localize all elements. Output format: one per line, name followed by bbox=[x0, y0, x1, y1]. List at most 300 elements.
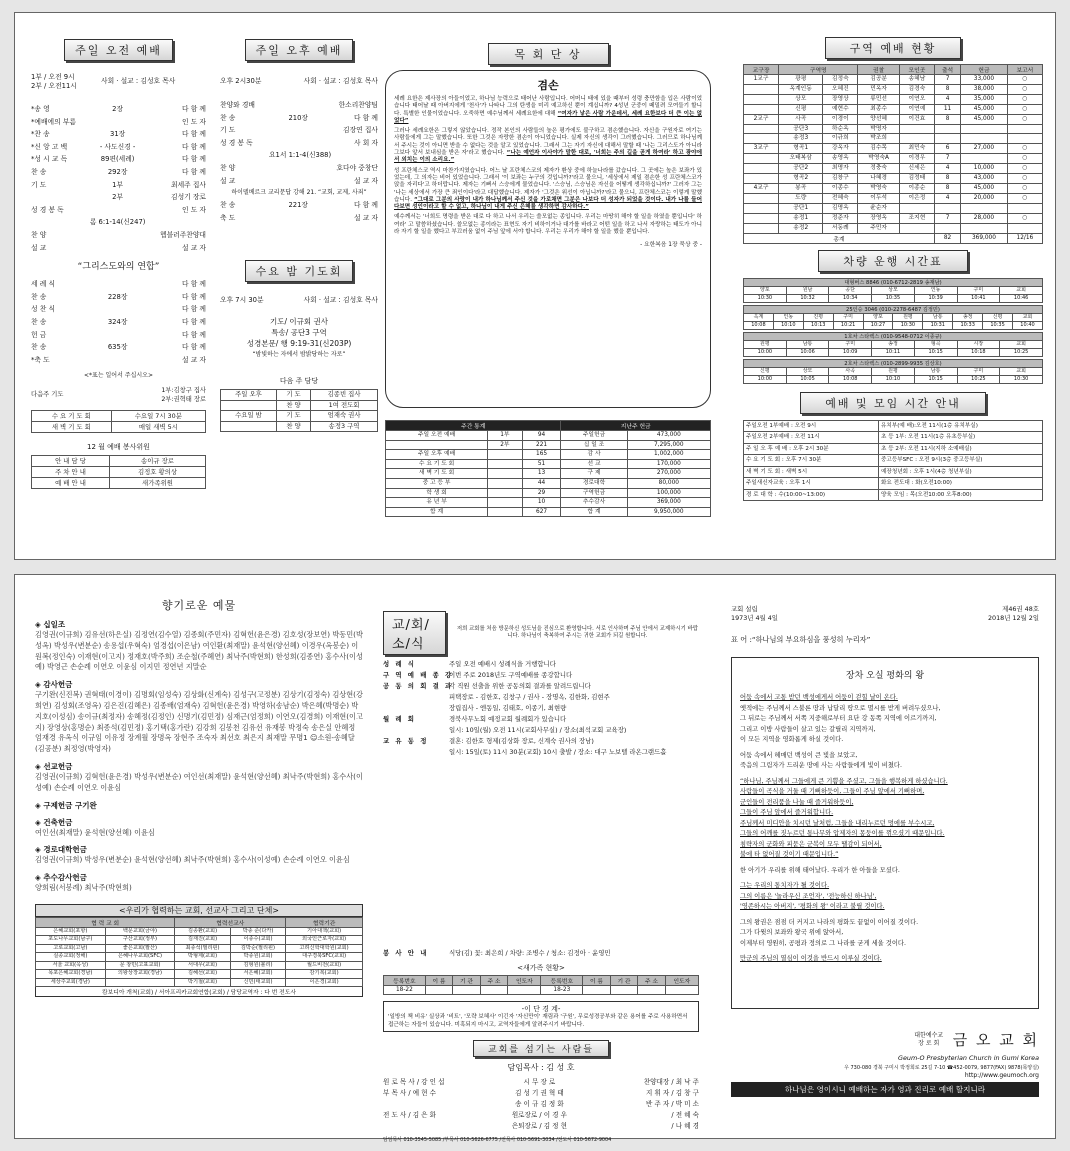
district-cell: 4 bbox=[935, 164, 961, 174]
bus-time: 10:41 bbox=[957, 294, 1000, 302]
news-item-text: 주일 오전 예배시 성례식을 거행합니다 bbox=[449, 660, 556, 668]
new-family-header-cell: 등록번호 bbox=[384, 976, 426, 986]
next-prayer-block bbox=[31, 386, 206, 404]
order-cell: 2장 bbox=[112, 105, 124, 113]
district-title: 구역 예배 현황 bbox=[825, 37, 962, 59]
summary-header-row bbox=[386, 421, 711, 431]
devotion-paragraph-3: 성 프란체스코 역시 마찬가지였습니다. 어느 날 프란체스코의 제자가 환상 중에 하늘나라를 갔습니다. 그 곳에는 높은 보좌가 있었는데, 그 의자는 비어 있었습니다. 그래서 '이 보좌는 누구의 것입니까?'라고 물으니, '세상에서 제일 겸손한 성 프란체스코가 앉을 자리다'고 하더랍니다. 제자는 기뻐서 스승에게 물었습니다. '스승님, 스승님은 자신을 어떻게 생각하십니까?' 그러자 그는 '나는 세상에서 가장 큰 죄인이다'라고 대답했습니다. 제자가 '그것은 위선이 아닙니까?'라고 물으니, 프란체스코는 이렇게 말했습니다. “그대로 그분의 사랑이 내가 하나님께서 주신 것을 가로채면 그분은 나보다 더 성자가 되었을 것이다. 내가 나를 들어다보면 성인이라고 할 수 없고, 하나님이 내게 주신 은혜를 생각하면 감사하다.” bbox=[394, 167, 702, 211]
staff-phones: 담임목사 010-3545-5085 /부목사 010-5626-6775 /전목사 010-5691-3034 /전도사 010-5672-9004 bbox=[383, 1137, 612, 1143]
order-cell: 324장 bbox=[107, 317, 128, 326]
summary-cell bbox=[488, 459, 523, 469]
order-cell: *신 앙 고 백 bbox=[31, 142, 68, 151]
devotion-subtitle: 겸손 bbox=[537, 79, 559, 92]
district-cell: 8 bbox=[935, 183, 961, 193]
table-row bbox=[32, 411, 206, 422]
district-cell bbox=[744, 203, 779, 213]
founded-date: 1973년 4월 4일 bbox=[731, 614, 778, 622]
news-item bbox=[383, 681, 699, 692]
partners-cell: 대구경북SFC(교회) bbox=[286, 953, 363, 962]
table-cell: 새 벽 기 도 회 bbox=[32, 422, 112, 433]
bus-time: 10:33 bbox=[953, 321, 983, 329]
summary-cell: 627 bbox=[522, 507, 561, 517]
order-cell bbox=[31, 191, 85, 204]
order-cell: 성 찬 식 bbox=[31, 305, 56, 314]
new-family-header bbox=[384, 976, 699, 986]
bus-time: 10:00 bbox=[744, 348, 787, 356]
news-item-label: 공 동 의 회 결 과 bbox=[383, 682, 454, 690]
partners-cell: 포도나무교회(남구) bbox=[36, 936, 106, 945]
poem-line: 한 아기가 우리를 위해 태어났다. 우리가 한 아들을 모셨다. bbox=[740, 866, 900, 874]
partners-cell: 이은경(교회) bbox=[286, 978, 363, 987]
order-cell: *송 영 bbox=[31, 105, 50, 113]
district-cell: 4 bbox=[935, 193, 961, 203]
bus-time: 10:46 bbox=[1000, 294, 1043, 302]
district-cell: 형곡1 bbox=[779, 144, 823, 154]
bus-stops-row bbox=[744, 367, 1043, 375]
offering-section-title: ◈ 감사헌금 bbox=[35, 680, 73, 690]
new-family-cell bbox=[453, 986, 481, 995]
district-header-cell: 구역명 bbox=[779, 65, 858, 75]
poem-line: 그는 우리의 통치자가 될 것이다. bbox=[740, 882, 830, 889]
offering-section-names: 김영권(이규희) 박성우(변분순) 윤석현(양선혜) 최낙주(박현희) 홍수사(이성예) 손순례 이연오 이윤심 bbox=[35, 855, 350, 865]
servant-cell bbox=[383, 1099, 481, 1110]
district-cell bbox=[744, 223, 779, 233]
summary-cell: 감 사 bbox=[561, 450, 627, 460]
news-title: 교/회/소/식 bbox=[383, 611, 446, 655]
bus-stops-row bbox=[744, 286, 1043, 294]
table-cell: 김정호 황의상 bbox=[109, 467, 205, 478]
summary-cell: 9,950,000 bbox=[627, 507, 710, 517]
order-row bbox=[220, 137, 378, 150]
summary-row bbox=[386, 450, 711, 460]
meetings-table bbox=[743, 420, 1043, 502]
partners-cell: 백문교회(금야) bbox=[105, 927, 175, 936]
church-url[interactable]: http://www.geumoch.org bbox=[964, 1072, 1039, 1079]
poem-line: 주님께서 미디안을 치시던 날처럼, 그들을 내리누르던 멍에를 부수시고, bbox=[740, 819, 935, 827]
partners-cell: 김형원(볼리) bbox=[230, 961, 285, 970]
summary-cell: 270,000 bbox=[627, 469, 710, 479]
order-row bbox=[31, 216, 206, 229]
new-family-cell bbox=[638, 986, 666, 995]
wednesday-scripture: 성경본문/ 행 9:19-31(신203P) bbox=[246, 339, 352, 349]
caution-title: -이 단 경 계- bbox=[521, 1005, 561, 1013]
table-cell: 유치부(예 배):오전 11시(1층 유치부실) bbox=[879, 420, 1043, 432]
district-cell: 7 bbox=[935, 75, 961, 85]
district-cell: 오태복삼 bbox=[779, 154, 823, 164]
district-cell: 공단1 bbox=[779, 203, 823, 213]
bus-time: 10:21 bbox=[833, 321, 863, 329]
bus-stop: 교회 bbox=[1000, 367, 1043, 375]
table-row bbox=[744, 420, 1043, 432]
bus-stop: 원평 bbox=[872, 367, 915, 375]
bus-stop: 옥계 bbox=[744, 313, 774, 321]
bus-route-name: 대형버스 8846 (010-6712-2819 송재남) bbox=[744, 278, 1043, 286]
new-family-title: <새가족 현황> bbox=[517, 964, 565, 972]
district-cell: 김정태 bbox=[899, 174, 934, 184]
order-row bbox=[31, 303, 206, 316]
district-cell: 송영옥 bbox=[823, 154, 858, 164]
district-cell: 이경우 bbox=[899, 154, 934, 164]
order-cell: 호다야 중창단 bbox=[336, 163, 378, 172]
order-cell: 축 도 bbox=[220, 213, 236, 222]
table-cell: 1여 전도회 bbox=[311, 400, 378, 411]
district-cell: ○ bbox=[1007, 174, 1042, 184]
table-cell: 주일오전 2부예배 : 오전 11시 bbox=[744, 432, 879, 444]
offering-section-names: 김영권(이규희) 김혁헌(윤은경) 박성우(변분순) 여인선(최재말) 윤석현(양선혜) 최낙주(박현희) 홍수사(이성예) 손순례 이연오 이윤심 bbox=[35, 771, 363, 792]
news-item-text: 결혼: 김한호 형제(김상화 장로, 신계숙 권사의 장남) bbox=[449, 737, 594, 745]
bulletin-outer-page bbox=[14, 574, 1056, 1143]
new-family-header-cell: 인도자 bbox=[508, 976, 541, 986]
summary-cell bbox=[488, 478, 523, 488]
district-cell: 주민자 bbox=[858, 223, 900, 233]
summary-cell: 구 제 bbox=[561, 469, 627, 479]
partners-cell: 고려신학대학원(교회) bbox=[286, 944, 363, 953]
table-row bbox=[744, 455, 1043, 467]
summary-row bbox=[386, 431, 711, 441]
bus-time: 10:08 bbox=[829, 375, 872, 383]
cult-caution-box bbox=[383, 1001, 699, 1032]
bus-stop: 구미 bbox=[833, 313, 863, 321]
table-cell: 화요 전도대 : 화(오전10:00) bbox=[879, 478, 1043, 490]
district-cell: 11 bbox=[935, 104, 961, 114]
order-row bbox=[31, 291, 206, 304]
servant-cell: 원 로 목 사 / 강 인 섭 bbox=[383, 1078, 445, 1086]
order-cell bbox=[85, 242, 150, 255]
summary-cell bbox=[488, 450, 523, 460]
bus-stop: 공단 bbox=[829, 286, 872, 294]
bus-stop: 사곡 bbox=[829, 367, 872, 375]
order-cell: 설 교 bbox=[220, 176, 236, 185]
district-cell bbox=[899, 124, 934, 134]
order-row bbox=[31, 103, 206, 116]
order-cell: 다 함 께 bbox=[181, 343, 206, 352]
order-cell: 찬 송 bbox=[31, 317, 47, 326]
issue-date: 2018년 12월 2일 bbox=[987, 614, 1039, 622]
table-cell: 송이규 장로 bbox=[109, 456, 205, 467]
new-family-header-cell: 주 소 bbox=[638, 976, 666, 986]
bus-stop: 교회 bbox=[1013, 313, 1043, 321]
bus-time: 10:10 bbox=[872, 375, 915, 383]
order-cell: *축 도 bbox=[31, 355, 50, 364]
district-cell: 도량 bbox=[779, 193, 823, 203]
partners-header-row bbox=[36, 917, 363, 927]
partners-row bbox=[36, 936, 363, 945]
order-cell bbox=[327, 149, 378, 162]
order-cell: 31장 bbox=[110, 130, 126, 139]
church-name: 금 오 교 회 bbox=[952, 1031, 1039, 1049]
order-cell: 다 함 께 bbox=[181, 167, 206, 176]
summary-row bbox=[386, 478, 711, 488]
summary-cell: 13 bbox=[522, 469, 561, 479]
district-row bbox=[744, 134, 1043, 144]
summary-cell: 추수감사 bbox=[561, 498, 627, 508]
poem-box bbox=[731, 657, 1039, 1009]
order-cell: 228장 bbox=[107, 292, 128, 301]
order-cell: 헵블러주찬양대 bbox=[160, 230, 206, 239]
bus-stop: 인동 bbox=[773, 313, 803, 321]
devotion-paragraph-1: 세례 요한은 제사장의 아들이었고, 하나님 능력으로 태어난 사람입니다. 어머니 태에 있을 때부터 성령 충만함을 입은 사람이었습니다 태어날 때 아버지에게 '천사'가 나타나 그의 탄생을 미리 예고하신 뿐이 계십니까? 4성년 군중이 떼밀려 모여들기 할니다. 특별한 인물이었습니다. 오죽하면 예수님께서 세례요한에 대해 “여자가 낳은 사람 가운데서, 세례 요한보다 더 큰 이는 없었다” bbox=[394, 96, 702, 124]
order-row bbox=[31, 166, 206, 179]
bus-route-name: 1호차 스타렉스 (010-9548-0712 이종규) bbox=[744, 332, 1043, 340]
order-cell: 찬 양 bbox=[31, 230, 47, 239]
district-cell: 양선혜 bbox=[858, 114, 900, 124]
weekly-statistics-table bbox=[385, 420, 711, 517]
new-family-header-cell: 이 름 bbox=[583, 976, 611, 986]
order-cell bbox=[269, 212, 327, 225]
afternoon-sermon-label: 사회 · 설교 : bbox=[303, 77, 341, 85]
bus-time: 10:00 bbox=[744, 375, 787, 383]
table-cell bbox=[221, 400, 277, 411]
district-cell: 27,000 bbox=[961, 144, 1008, 154]
district-cell: ○ bbox=[1007, 193, 1042, 203]
order-cell bbox=[85, 116, 150, 129]
bus-time: 10:09 bbox=[829, 348, 872, 356]
servant-cell: 지 휘 자 / 김 창 구 bbox=[645, 1089, 699, 1097]
order-cell bbox=[85, 229, 150, 242]
servant-cell: 은퇴장로 / 김 정 현 bbox=[511, 1122, 568, 1130]
devotion-title: 목 회 단 상 bbox=[488, 43, 609, 65]
district-cell: 나혜경 bbox=[858, 174, 900, 184]
district-cell: ○ bbox=[1007, 84, 1042, 94]
district-table bbox=[743, 64, 1043, 244]
new-family-cell bbox=[508, 986, 541, 995]
district-cell: 공단3 bbox=[779, 124, 823, 134]
wednesday-sermon-label: 사회 · 설교 : bbox=[303, 296, 341, 305]
order-row bbox=[220, 162, 378, 175]
servant-row bbox=[383, 1088, 699, 1099]
district-header-cell: 보고서 bbox=[1007, 65, 1042, 75]
district-cell: 오혜진 bbox=[823, 84, 858, 94]
district-row bbox=[744, 183, 1043, 193]
district-column bbox=[743, 13, 1043, 559]
district-cell bbox=[961, 154, 1008, 164]
district-cell: 하순옥 bbox=[823, 124, 858, 134]
order-cell: 221장 bbox=[288, 201, 308, 210]
servant-cell: 전 도 사 / 김 은 화 bbox=[383, 1111, 437, 1119]
order-cell: 210장 bbox=[288, 113, 308, 122]
partners-cell: 실종교회(정해) bbox=[36, 953, 106, 962]
summary-row bbox=[386, 459, 711, 469]
wednesday-time-block bbox=[220, 294, 378, 304]
district-cell bbox=[1007, 124, 1042, 134]
order-row bbox=[31, 316, 206, 329]
summary-cell: 주일헌금 bbox=[561, 431, 627, 441]
order-row bbox=[31, 116, 206, 129]
table-row bbox=[32, 467, 206, 478]
order-cell: *성 시 교 독 bbox=[31, 155, 68, 164]
order-row bbox=[31, 229, 206, 242]
district-header-row bbox=[744, 65, 1043, 75]
news-item-label: 성 례 식 bbox=[383, 660, 416, 668]
partners-cell: 김박순(필리핀) bbox=[230, 944, 285, 953]
district-cell bbox=[744, 213, 779, 223]
bus-route-table bbox=[743, 359, 1043, 384]
new-family-row bbox=[384, 986, 699, 995]
district-cell: 사곡 bbox=[779, 114, 823, 124]
next-week-title: 다음 주 담당 bbox=[279, 377, 319, 386]
district-cell bbox=[1007, 203, 1042, 213]
district-cell bbox=[744, 104, 779, 114]
wednesday-scripture-title: “밤빛하는 자에서 밤밝당하는 자로” bbox=[252, 351, 346, 359]
table-cell: 기 도 bbox=[276, 411, 310, 422]
afternoon-time: 오후 2시30분 bbox=[220, 77, 262, 85]
district-cell: 김창구 bbox=[823, 174, 858, 184]
table-cell: 경 로 대 학 : 수(10:00~13:00) bbox=[744, 489, 879, 501]
order-cell bbox=[269, 137, 327, 150]
poem-line: 사람들이 곡식을 거둘 때 기뻐하듯이, 그들이 주님 앞에서 기뻐하며, bbox=[740, 788, 925, 795]
table-cell: 주일새신자교육 : 오후 1시 bbox=[744, 478, 879, 490]
bus-time: 10:11 bbox=[872, 348, 915, 356]
news-item bbox=[383, 659, 699, 670]
district-cell bbox=[935, 134, 961, 144]
district-cell: 정준자 bbox=[823, 213, 858, 223]
district-cell: 이은정 bbox=[899, 193, 934, 203]
partners-row bbox=[36, 953, 363, 962]
district-cell bbox=[899, 223, 934, 233]
order-row bbox=[31, 242, 206, 255]
order-cell bbox=[85, 204, 150, 217]
issue-block bbox=[731, 605, 1039, 623]
news-item bbox=[383, 725, 699, 736]
district-cell: 45,000 bbox=[961, 104, 1008, 114]
poem-line: 어둠 속에서 헤매던 백성이 큰 빛을 보았고, bbox=[740, 751, 858, 759]
district-cell: ○ bbox=[1007, 154, 1042, 164]
table-cell: 찬 양 bbox=[276, 421, 310, 432]
partners-cell: 김혜선(교회) bbox=[175, 970, 230, 979]
district-cell: 신세은 bbox=[899, 164, 934, 174]
bus-route-header bbox=[744, 359, 1043, 367]
poem-line: 이제부터 영원히, 공평과 정의로 그 나라를 굳게 세울 것이다. bbox=[740, 939, 907, 947]
order-row bbox=[220, 199, 378, 212]
order-cell: 기 도 bbox=[220, 126, 236, 135]
partners-cell: 월드비전(교회) bbox=[286, 961, 363, 970]
partners-cell: 김재진(교회) bbox=[175, 936, 230, 945]
bus-time: 10:35 bbox=[983, 321, 1013, 329]
table-row bbox=[221, 400, 378, 411]
partners-title: <우리가 협력하는 교회, 선교사 그리고 단체> bbox=[35, 904, 363, 917]
order-cell: 다 함 께 bbox=[181, 155, 206, 164]
partners-cell: 박형제(교회) bbox=[175, 953, 230, 962]
servant-cell: 부 목 사 / 예 현 수 bbox=[383, 1089, 437, 1097]
servant-row bbox=[383, 1121, 699, 1132]
next-prayer-2: 2부:권혁태 장로 bbox=[161, 396, 206, 404]
district-cell: 7 bbox=[935, 154, 961, 164]
partners-header-cell: 협력기관 bbox=[286, 917, 363, 927]
district-cell: 윤순자 bbox=[858, 203, 900, 213]
news-item-text: 장립집사 - 엔동일, 김태호, 이종기, 최현량 bbox=[449, 704, 567, 712]
service-notice: 봉 사 안 내 식당(김) 꽃: 최은희 / 차량: 조병수 / 청소: 김정아 · 윤영민 bbox=[383, 949, 611, 957]
poem-lines bbox=[740, 693, 1030, 965]
bus-stop: 시장 bbox=[957, 340, 1000, 348]
bus-stop: 진평 bbox=[803, 313, 833, 321]
district-cell: ○ bbox=[1007, 183, 1042, 193]
church-english-name: Geum-O Presbyterian Church in Gumi Korea bbox=[898, 1054, 1039, 1062]
district-cell: 김경숙 bbox=[899, 84, 934, 94]
district-cell: 김명옥 bbox=[823, 203, 858, 213]
order-cell: 찬 송 bbox=[31, 167, 47, 176]
order-cell: *찬 송 bbox=[31, 130, 50, 139]
order-cell: *예배에의 부름 bbox=[31, 117, 76, 126]
district-cell: 6 bbox=[935, 144, 961, 154]
new-family-cell bbox=[583, 986, 611, 995]
summary-cell: 221 bbox=[522, 440, 561, 450]
order-cell bbox=[220, 149, 269, 162]
district-cell: 이건효 bbox=[899, 114, 934, 124]
district-cell: 공단2 bbox=[779, 164, 823, 174]
table-cell: 새 벽 기 도 회 : 새벽 5시 bbox=[744, 466, 879, 478]
offering-section-title: ◈ 추수감사헌금 bbox=[35, 873, 87, 883]
bus-stop: 송정 bbox=[872, 340, 915, 348]
poem-line: 불에 타 없어질 것이기 때문입니다.” bbox=[740, 851, 839, 858]
summary-cell: 80,000 bbox=[627, 478, 710, 488]
order-cell: 다 함 께 bbox=[181, 305, 206, 314]
new-family-cell bbox=[665, 986, 698, 995]
servant-row bbox=[383, 1077, 699, 1088]
bus-route-header bbox=[744, 332, 1043, 340]
table-cell: 찬 양 bbox=[276, 400, 310, 411]
morning-worship-column bbox=[31, 13, 206, 559]
district-cell: 43,000 bbox=[961, 174, 1008, 184]
bus-time: 10:13 bbox=[803, 321, 833, 329]
bus-route-header bbox=[744, 305, 1043, 313]
bus-stops-row bbox=[744, 313, 1043, 321]
news-item-label: 구 역 예 배 종 강 bbox=[383, 671, 454, 679]
district-row bbox=[744, 94, 1043, 104]
district-row bbox=[744, 174, 1043, 184]
wednesday-details bbox=[220, 316, 378, 360]
district-cell: 장영상 bbox=[823, 94, 858, 104]
order-cell bbox=[85, 303, 150, 316]
order-cell: 인 도 자 bbox=[181, 205, 206, 214]
district-cell bbox=[744, 84, 779, 94]
new-family-cell bbox=[425, 986, 453, 995]
poem-line: '영존하시는 아버지', '평화의 왕' 이라고 불릴 것이다. bbox=[740, 903, 885, 910]
summary-cell: 2부 bbox=[488, 440, 523, 450]
order-cell: 롬 6:1-14(신247) bbox=[89, 218, 146, 227]
morning-order-list-2 bbox=[31, 278, 206, 366]
church-brand bbox=[731, 1029, 1039, 1050]
district-row bbox=[744, 164, 1043, 174]
news-column bbox=[383, 575, 699, 1143]
order-row bbox=[31, 128, 206, 141]
order-row bbox=[220, 212, 378, 225]
district-cell bbox=[961, 124, 1008, 134]
summary-cell: 94 bbox=[522, 431, 561, 441]
summary-cell: 유 년 부 bbox=[386, 498, 488, 508]
wednesday-special: 특송/ 공단3 구역 bbox=[271, 328, 327, 338]
bus-stop: 남통 bbox=[786, 340, 829, 348]
table-row bbox=[221, 421, 378, 432]
order-cell: 다 함 께 bbox=[181, 142, 206, 151]
bus-stop: 구미 bbox=[957, 286, 1000, 294]
poem-line: 어둠 속에서 고통 받던 백성에게서 어둠이 걷힐 날이 온다. bbox=[740, 694, 898, 701]
order-cell: 찬 송 bbox=[220, 113, 236, 122]
district-cell bbox=[744, 164, 779, 174]
footer-verse: 하나님은 영이시니 예배하는 자가 영과 진리로 예배 할지니라 bbox=[731, 1082, 1039, 1097]
bus-time: 10:25 bbox=[957, 375, 1000, 383]
bus-stop: 형곡 bbox=[914, 340, 957, 348]
devotion-column bbox=[385, 13, 711, 559]
next-prayer-label: 다음주 기도 bbox=[31, 391, 64, 399]
district-cell: 김정숙 bbox=[823, 75, 858, 85]
servants-list bbox=[383, 1077, 699, 1132]
district-cell: 2교구 bbox=[744, 114, 779, 124]
offering-section-title: ◈ 구제헌금 구기완 bbox=[35, 800, 97, 810]
bus-time: 10:15 bbox=[914, 348, 957, 356]
district-cell: 10,000 bbox=[961, 164, 1008, 174]
partners-cell: 문 창민(고표교회) bbox=[105, 961, 175, 970]
wednesday-prayer: 기도/ 이규회 권사 bbox=[269, 317, 328, 327]
